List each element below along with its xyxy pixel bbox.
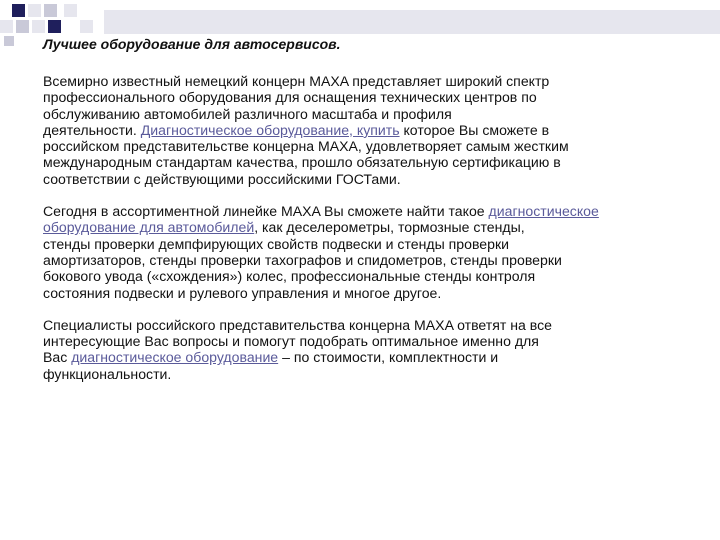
decor-square [48,20,61,33]
text-line [43,170,685,187]
hyperlink[interactable]: оборудование для автомобилей [43,219,255,236]
text-line [43,219,685,236]
top-decorative-bar [104,10,720,34]
decor-square [4,36,14,46]
text-segment: состояния подвески и рулевого управления и многое другое. [43,284,442,301]
text-segment: международным стандартам качества, прошло обязательную сертификацию в [43,154,561,171]
text-segment: Вас [43,349,72,366]
text-line [43,365,685,382]
text-segment: стенды проверки демпфирующих свойств подвески и стенды проверки [43,235,510,252]
slide-content [43,36,685,398]
paragraph [43,317,685,382]
text-line [43,138,685,155]
text-segment: профессионального оборудования для оснащения технических центров по [43,89,537,106]
hyperlink[interactable]: Диагностическое оборудование, купить [140,121,400,138]
text-segment: соответствии с действующими российскими ГОСТами. [43,170,401,187]
text-line [43,154,685,171]
hyperlink[interactable]: диагностическое оборудование [71,349,279,366]
decor-square [0,20,13,33]
text-line [43,105,685,122]
text-segment: интересующие Вас вопросы и помогут подобрать оптимальное именно для [43,333,539,350]
slide-title: Лучшее оборудование для автосервисов. [43,36,341,52]
text-segment: Специалисты российского представительства концерна MAXA ответят на все [43,316,553,333]
hyperlink[interactable]: диагностическое [488,203,599,220]
text-segment: деятельности. [43,121,141,138]
body-text [43,73,685,382]
text-line [43,349,685,366]
text-segment: амортизаторов, стенды проверки тахографов и спидометров, стенды проверки [43,251,562,268]
decor-square [28,4,41,17]
text-segment: – по стоимости, комплектности и [278,349,499,366]
text-line [43,235,685,252]
decor-square [64,4,77,17]
text-line [43,251,685,268]
text-segment: Всемирно известный немецкий концерн MAXA представляет широкий спектр [43,73,550,89]
decor-square [12,4,25,17]
text-segment: которое Вы сможете в [399,121,550,138]
text-line [43,268,685,285]
text-line [43,121,685,138]
text-line [43,89,685,106]
text-segment: Сегодня в ассортиментной линейке MAXA Вы сможете найти такое [43,203,489,220]
text-segment: функциональности. [43,365,172,382]
text-segment: , как деселерометры, тормозные стенды, [254,219,525,236]
paragraph [43,73,685,187]
text-line [43,316,685,333]
text-line [43,284,685,301]
text-segment: российском представительстве концерна MAXA, удовлетворяет самым жестким [43,138,569,155]
corner-decoration [0,0,720,40]
paragraph [43,203,685,301]
decor-square [16,20,29,33]
text-line [43,203,685,220]
text-line [43,333,685,350]
text-segment: обслуживанию автомобилей различного масштаба и профиля [43,105,452,122]
text-segment: бокового увода («схождения») колес, профессиональные стенды контроля [43,268,536,285]
decor-square [44,4,57,17]
decor-square [80,20,93,33]
text-line [43,73,685,89]
decor-square [32,20,45,33]
